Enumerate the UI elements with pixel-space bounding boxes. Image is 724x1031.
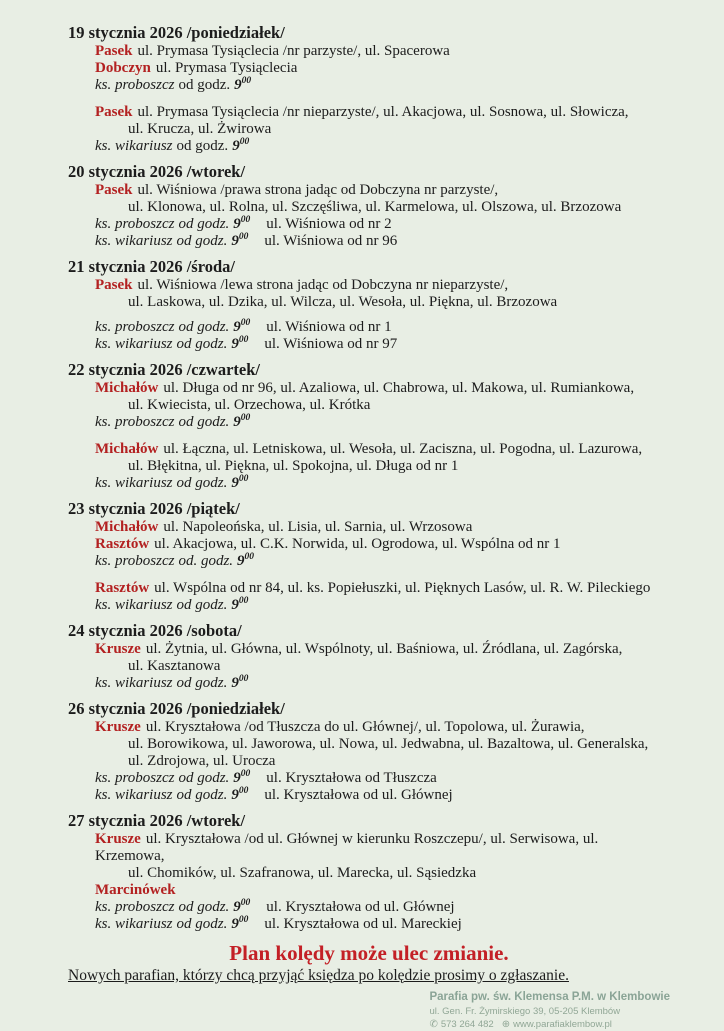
hour-value: $9^{00}$ xyxy=(233,413,251,430)
hour-minutes: 00 xyxy=(238,474,249,484)
village-name: Michałów xyxy=(95,519,159,535)
streets-continuation: ul. Klonowa, ul. Rolna, ul. Szczęśliwa, ul. Karmelowa, ul. Olszowa, ul. Brzozowa xyxy=(128,199,622,215)
hour-value: $9^{00}$ xyxy=(233,898,251,915)
from-hour-label: od godz. xyxy=(176,475,228,491)
village-entry xyxy=(68,380,670,397)
visit-group xyxy=(68,641,670,692)
priest-time-line xyxy=(68,77,670,94)
from-hour-label: od godz. xyxy=(178,899,230,915)
hour-value: $9^{00}$ xyxy=(231,674,249,691)
priest-name: ks. wikariusz xyxy=(95,233,173,249)
priest-name: ks. wikariusz xyxy=(95,787,173,803)
hour-minutes: 00 xyxy=(240,898,251,908)
streets-continuation: ul. Laskowa, ul. Dzika, ul. Wilcza, ul. Wesoła, ul. Piękna, ul. Brzozowa xyxy=(128,294,558,310)
priest-name: ks. wikariusz xyxy=(95,916,173,932)
priest-time-line xyxy=(68,138,670,155)
from-hour-label: od. godz. xyxy=(178,553,234,569)
priest-time-line xyxy=(68,597,670,614)
street-note: ul. Kryształowa od ul. Głównej xyxy=(264,787,453,803)
streets: ul. Prymasa Tysiąclecia xyxy=(155,60,298,76)
priest-name: ks. proboszcz xyxy=(95,770,175,786)
village-name: Pasek xyxy=(95,43,133,59)
streets-continuation: ul. Borowikowa, ul. Jaworowa, ul. Nowa, ul. Jedwabna, ul. Bazaltowa, ul. Generalska, xyxy=(128,736,649,752)
schedule xyxy=(68,22,670,933)
village-name: Pasek xyxy=(95,277,133,293)
streets: ul. Prymasa Tysiąclecia /nr parzyste/, ul. Spacerowa xyxy=(137,43,450,59)
streets: ul. Wspólna od nr 84, ul. ks. Popiełuszki, ul. Pięknych Lasów, ul. R. W. Pileckiego xyxy=(154,580,651,596)
streets: ul. Długa od nr 96, ul. Azaliowa, ul. Chabrowa, ul. Makowa, ul. Rumiankowa, xyxy=(163,380,635,396)
village-name: Dobczyn xyxy=(95,60,151,76)
street-note: ul. Kryształowa od ul. Głównej xyxy=(266,899,455,915)
streets-continuation: ul. Błękitna, ul. Piękna, ul. Spokojna, ul. Długa od nr 1 xyxy=(128,458,459,474)
hour-minutes: 00 xyxy=(244,552,255,562)
date-header: 26 stycznia 2026 /poniedziałek/ xyxy=(68,699,285,718)
priest-name: ks. proboszcz xyxy=(95,216,175,232)
notice-new-parishioners: Nowych parafian, którzy chcą przyjąć księdza po kolędzie prosimy o zgłaszanie. xyxy=(68,967,569,984)
village-name: Rasztów xyxy=(95,536,150,552)
village-entry xyxy=(68,182,670,199)
streets-continuation: ul. Chomików, ul. Szafranowa, ul. Marecka, ul. Sąsiedzka xyxy=(128,865,477,881)
visit-group xyxy=(68,580,670,614)
streets: ul. Kryształowa /od Tłuszcza do ul. Głównej/, ul. Topolowa, ul. Żurawia, xyxy=(145,719,585,735)
from-hour-label: od godz. xyxy=(176,233,228,249)
streets: ul. Żytnia, ul. Główna, ul. Wspólnoty, ul. Baśniowa, ul. Źródlana, ul. Zagórska, xyxy=(145,641,623,657)
hour-value: $9^{00}$ xyxy=(231,596,249,613)
priest-name: ks. wikariusz xyxy=(95,138,173,154)
priest-time-line xyxy=(68,319,670,336)
street-note: ul. Wiśniowa od nr 2 xyxy=(266,216,392,232)
from-hour-label: od godz. xyxy=(176,336,228,352)
day-section xyxy=(68,810,670,933)
from-hour-label: od godz. xyxy=(176,675,228,691)
hour-value: $9^{00}$ xyxy=(237,552,255,569)
date-header: 21 stycznia 2026 /środa/ xyxy=(68,257,235,276)
hour-minutes: 00 xyxy=(238,915,249,925)
priest-time-line xyxy=(68,675,670,692)
street-note: ul. Wiśniowa od nr 96 xyxy=(264,233,398,249)
priest-time-line xyxy=(68,899,670,916)
date-header: 22 stycznia 2026 /czwartek/ xyxy=(68,360,260,379)
from-hour-label: od godz. xyxy=(178,216,230,232)
village-entry xyxy=(68,641,670,658)
hour-value: $9^{00}$ xyxy=(231,232,249,249)
parish-phone: 573 264 482 xyxy=(440,1019,494,1030)
priest-time-line xyxy=(68,787,670,804)
priest-name: ks. wikariusz xyxy=(95,675,173,691)
village-entry xyxy=(68,104,670,121)
hour-minutes: 00 xyxy=(238,335,249,345)
visit-group xyxy=(68,104,670,155)
from-hour-label: od godz. xyxy=(178,77,231,93)
parish-website: www.parafiaklembow.pl xyxy=(513,1019,612,1030)
hour-value: $9^{00}$ xyxy=(231,474,249,491)
streets: ul. Wiśniowa /lewa strona jadąc od Dobczyna nr nieparzyste/, xyxy=(137,277,509,293)
village-name: Marcinówek xyxy=(95,882,176,898)
street-note: ul. Kryształowa od ul. Mareckiej xyxy=(264,916,462,932)
visit-group xyxy=(68,441,670,492)
streets: ul. Kryształowa /od ul. Głównej w kierunku Roszczepu/, ul. Serwisowa, ul. Krzemowa, xyxy=(95,831,599,864)
hour-value: $9^{00}$ xyxy=(233,215,251,232)
priest-time-line xyxy=(68,916,670,933)
hour-minutes: 00 xyxy=(240,769,251,779)
streets-continuation: ul. Kwiecista, ul. Orzechowa, ul. Krótka xyxy=(128,397,371,413)
village-name: Krusze xyxy=(95,641,141,657)
hour-minutes: 00 xyxy=(240,318,251,328)
village-name: Pasek xyxy=(95,182,133,198)
hour-value: $9^{00}$ xyxy=(231,786,249,803)
hour-minutes: 00 xyxy=(240,215,251,225)
priest-time-line xyxy=(68,475,670,492)
street-note: ul. Wiśniowa od nr 1 xyxy=(266,319,392,335)
hour-value: $9^{00}$ xyxy=(231,915,249,932)
priest-time-line xyxy=(68,233,670,250)
village-entry xyxy=(68,580,670,597)
globe-icon: ⊕ xyxy=(501,1019,511,1030)
hour-minutes: 00 xyxy=(239,137,250,147)
visit-group xyxy=(68,182,670,250)
priest-time-line xyxy=(68,553,670,570)
village-name: Pasek xyxy=(95,104,133,120)
day-section xyxy=(68,620,670,692)
village-entry xyxy=(68,277,670,294)
streets-continuation: ul. Zdrojowa, ul. Urocza xyxy=(128,753,276,769)
hour-minutes: 00 xyxy=(238,674,249,684)
streets: ul. Prymasa Tysiąclecia /nr nieparzyste/, ul. Akacjowa, ul. Sosnowa, ul. Słowicza, xyxy=(137,104,629,120)
priest-name: ks. wikariusz xyxy=(95,336,173,352)
phone-icon: ✆ xyxy=(429,1019,438,1030)
streets: ul. Łączna, ul. Letniskowa, ul. Wesoła, ul. Zaciszna, ul. Pogodna, ul. Lazurowa, xyxy=(163,441,643,457)
village-entry xyxy=(68,882,670,899)
village-entry xyxy=(68,536,670,553)
streets-continuation: ul. Krucza, ul. Żwirowa xyxy=(128,121,272,137)
priest-name: ks. wikariusz xyxy=(95,597,173,613)
date-header: 24 stycznia 2026 /sobota/ xyxy=(68,621,242,640)
village-name: Rasztów xyxy=(95,580,150,596)
from-hour-label: od godz. xyxy=(176,787,228,803)
priest-name: ks. proboszcz xyxy=(95,77,175,93)
village-entry xyxy=(68,519,670,536)
priest-time-line xyxy=(68,770,670,787)
date-header: 20 stycznia 2026 /wtorek/ xyxy=(68,162,246,181)
priest-name: ks. proboszcz xyxy=(95,899,175,915)
hour-minutes: 00 xyxy=(238,786,249,796)
priest-name: ks. proboszcz xyxy=(95,414,175,430)
day-section xyxy=(68,22,670,155)
visit-group xyxy=(68,719,670,804)
village-name: Krusze xyxy=(95,831,141,847)
village-entry xyxy=(68,60,670,77)
village-entry xyxy=(68,719,670,736)
priest-name: ks. proboszcz xyxy=(95,319,175,335)
street-note: ul. Kryształowa od Tłuszcza xyxy=(266,770,437,786)
date-header: 19 stycznia 2026 /poniedziałek/ xyxy=(68,23,285,42)
from-hour-label: od godz. xyxy=(178,319,230,335)
parish-address: ul. Gen. Fr. Żymirskiego 39, 05-205 Klembów xyxy=(429,1006,621,1017)
priest-time-line xyxy=(68,414,670,431)
visit-group xyxy=(68,277,670,353)
hour-minutes: 00 xyxy=(238,596,249,606)
hour-minutes: 00 xyxy=(241,76,252,86)
streets-continuation: ul. Kasztanowa xyxy=(128,658,221,674)
day-section xyxy=(68,161,670,250)
priest-name: ks. wikariusz xyxy=(95,475,173,491)
streets: ul. Akacjowa, ul. C.K. Norwida, ul. Ogrodowa, ul. Wspólna od nr 1 xyxy=(154,536,561,552)
day-section xyxy=(68,256,670,353)
from-hour-label: od godz. xyxy=(178,414,230,430)
from-hour-label: od godz. xyxy=(176,597,228,613)
priest-name: ks. proboszcz xyxy=(95,553,175,569)
day-section xyxy=(68,359,670,492)
hour-minutes: 00 xyxy=(240,413,251,423)
date-header: 23 stycznia 2026 /piątek/ xyxy=(68,499,240,518)
parish-name: Parafia pw. św. Klemensa P.M. w Klembowie xyxy=(429,991,670,1003)
hour-minutes: 00 xyxy=(238,232,249,242)
notice-plan-change: Plan kolędy może ulec zmianie. xyxy=(229,941,509,965)
hour-value: $9^{00}$ xyxy=(233,318,251,335)
streets: ul. Napoleońska, ul. Lisia, ul. Sarnia, ul. Wrzosowa xyxy=(163,519,473,535)
parish-contact xyxy=(429,1018,670,1031)
village-entry xyxy=(68,441,670,458)
priest-time-line xyxy=(68,336,670,353)
visit-group xyxy=(68,43,670,94)
hour-value: $9^{00}$ xyxy=(233,769,251,786)
from-hour-label: od godz. xyxy=(176,916,228,932)
date-header: 27 stycznia 2026 /wtorek/ xyxy=(68,811,246,830)
hour-value: $9^{00}$ xyxy=(234,76,252,93)
day-section xyxy=(68,698,670,804)
priest-time-line xyxy=(68,216,670,233)
village-name: Krusze xyxy=(95,719,141,735)
visit-group xyxy=(68,380,670,431)
parish-footer xyxy=(429,990,670,1031)
hour-value: $9^{00}$ xyxy=(232,137,250,154)
from-hour-label: od godz. xyxy=(176,138,229,154)
streets: ul. Wiśniowa /prawa strona jadąc od Dobczyna nr parzyste/, xyxy=(137,182,499,198)
street-note: ul. Wiśniowa od nr 97 xyxy=(264,336,398,352)
village-name: Michałów xyxy=(95,380,159,396)
day-section xyxy=(68,498,670,614)
visit-group xyxy=(68,831,670,933)
village-entry xyxy=(68,43,670,60)
hour-value: $9^{00}$ xyxy=(231,335,249,352)
from-hour-label: od godz. xyxy=(178,770,230,786)
village-name: Michałów xyxy=(95,441,159,457)
visit-group xyxy=(68,519,670,570)
village-entry xyxy=(68,831,670,865)
